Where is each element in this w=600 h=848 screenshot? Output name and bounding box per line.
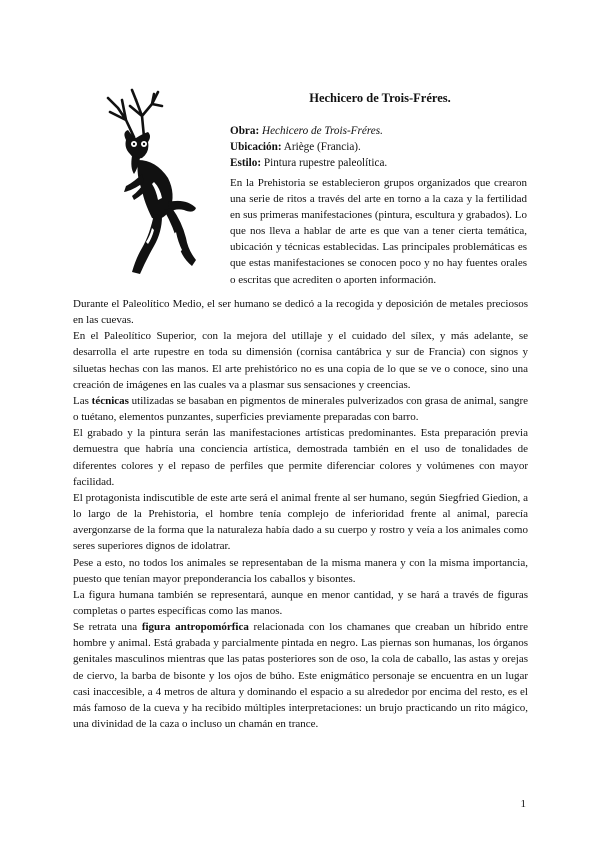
paragraph-protagonista: El protagonista indiscutible de este arte será el animal frente al ser humano, según Siegfried Giedion, a lo largo de la Prehistoria, el hombre tenía complejo de inferioridad frente al animal, parecía avergonzarse de la forma que la naturaleza había dado a su cuerpo y rostro y veía a los animales como seres superiores dignos de idolatrar. [73,491,528,553]
obra-value: Hechicero de Trois-Fréres. [262,125,383,137]
paragraph-paleolitico-medio: Durante el Paleolítico Medio, el ser humano se dedicó a la recogida y deposición de metales preciosos en las cuevas. [73,298,528,327]
estilo-value: Pintura rupestre paleolítica. [263,157,388,169]
document-title: Hechicero de Trois-Fréres. [309,91,451,105]
antropomorfica-pre: Se retrata una [73,621,142,634]
body-text [73,296,528,732]
estilo-label: Estilo: [230,157,262,169]
meta-estilo [230,155,387,171]
paragraph-tecnicas [73,393,528,425]
paragraph-animales: Pese a esto, no todos los animales se representaban de la misma manera y con la misma importancia, puesto que tenían mayor preponderancia los caballos y bisontes. [73,556,528,585]
ubicacion-label: Ubicación: [230,141,282,153]
page-number: 1 [520,798,526,810]
obra-label: Obra: [230,125,260,137]
intro-paragraph: En la Prehistoria se establecieron grupos organizados que crearon una serie de ritos a través del arte en torno a la caza y la fertilidad en sus primeras manifestaciones (pintura, escultura y grabados). Lo que nos lleva a hablar de arte es que van a tener cierta temática, ubicación y técnicas establecidas. Las principales problemáticas es que estas manifestaciones se conocen poco y no hay fuentes orales o escritas que acrediten o aporten información. [230,177,527,286]
ubicacion-value: Ariège (Francia). [283,141,361,153]
paragraph-grabado: El grabado y la pintura serán las manifestaciones artísticas predominantes. Esta preparación previa demuestra que habría una conciencia artística, demostrada también en el uso de tonalidades de diferentes colores y el repaso de perfiles que permite diferenciar colores y volúmenes con mayor facilidad. [73,427,528,488]
paragraph-antropomorfica [73,619,528,732]
antropomorfica-bold: figura antropomórfica [141,621,249,634]
tecnicas-pre: Las [73,394,92,407]
sorcerer-illustration [96,82,226,282]
tecnicas-bold: técnicas [91,394,129,407]
antropomorfica-post: relacionada con los chamanes que creaban un híbrido entre hombre y animal. Está grabada y parcialmente pintada en negro. Las piernas son humanas, los órganos genitales masculinos mientras que las patas posteriores son de oso, la cola de caballo, las astas y orejas de ciervo, la barba de bisonte y los ojos de búho. Este enigmático personaje se encuentra en un lugar casi inaccesible, a 4 metros de altura y dominando el espacio a su alrededor por encima del resto, es el más famoso de la cueva y ha recibido múltiples interpretaciones: un brujo practicando un rito mágico, una divinidad de la caza o incluso un chamán en trance. [73,621,528,731]
paragraph-figura-humana: La figura humana también se representará, aunque en menor cantidad, y se hará a través de figuras completas o partes específicas como las manos. [73,588,528,617]
paragraph-paleolitico-superior: En el Paleolítico Superior, con la mejora del utillaje y el cuidado del sílex, y más adelante, se desarrolla el arte rupestre en toda su dimensión (cornisa cantábrica y sur de Francia) con signos y siluetas hechas con las manos. El arte prehistórico no es una copia de lo que se ve o conoce, sino una creación de imágenes en las cuales va a plasmar sus sensaciones y creencias. [73,330,528,391]
meta-obra [230,123,383,139]
tecnicas-post: utilizadas se basaban en pigmentos de minerales pulverizados con grasa de animal, sangre o tuétano, elementos punzantes, superficies previamente preparadas con barro. [73,394,528,424]
meta-ubicacion [230,139,361,155]
